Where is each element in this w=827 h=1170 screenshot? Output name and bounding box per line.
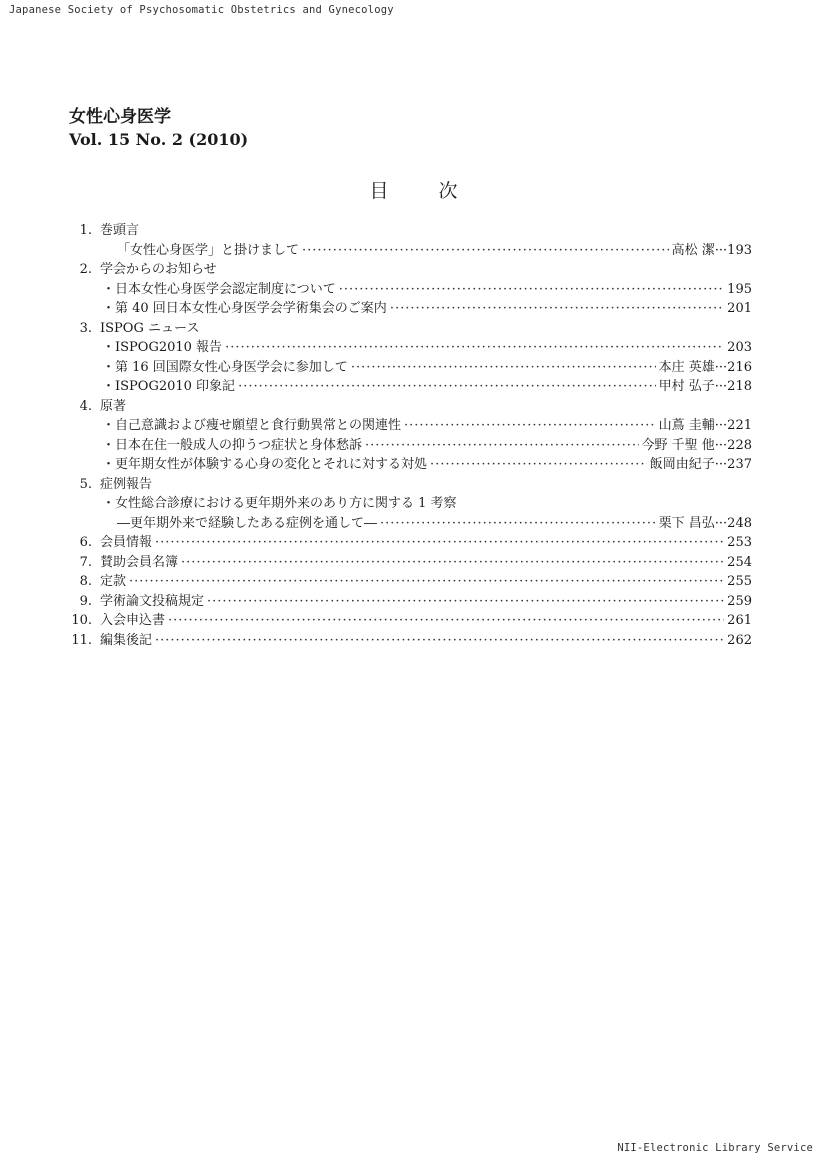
leader-dots [129,572,724,592]
toc-entry-title: 原著 [100,398,127,414]
toc-entry-title: ・更年期女性が体験する心身の変化とそれに対する対処 [102,457,428,472]
toc-entry[interactable] [62,377,752,397]
toc-entry-page: 203 [727,340,752,355]
leader-dots: ··· [714,242,728,258]
leader-dots [339,280,724,300]
toc-entry-title: 入会申込書 [100,613,166,628]
leader-dots [302,241,669,261]
toc-entry-title: 巻頭言 [100,223,140,238]
toc-entry-author: 甲村 弘子 [658,379,715,394]
leader-dots [155,631,724,651]
toc-entry[interactable] [62,397,752,417]
toc-entry-number: 9. [79,593,92,609]
toc-entry[interactable] [62,241,752,261]
leader-dots [380,514,656,534]
toc-entry-page: 255 [727,574,752,589]
toc-entry[interactable] [62,319,752,339]
toc-entry-title: 学術論文投稿規定 [100,593,205,609]
toc-entry-page: 221 [727,418,752,433]
toc-entry-page: 218 [727,379,752,394]
toc-entry-title: 「女性心身医学」と掛けまして [117,242,300,258]
toc-entry-number: 6. [79,535,92,550]
toc-entry[interactable] [62,299,752,319]
toc-entry-page: 261 [727,613,752,628]
toc-entry-title: 症例報告 [100,476,153,492]
toc-entry-page: 195 [727,281,752,297]
toc-entry-page: 262 [727,632,752,648]
toc-entry-title: ・日本女性心身医学会認定制度について [102,281,336,297]
toc-entry-page: 228 [727,437,752,453]
toc-entry[interactable] [62,572,752,592]
leader-dots [390,299,724,319]
toc-entry-number: 5. [79,476,92,492]
contents-heading: 目 次 [369,180,458,202]
toc-entry-page: 259 [727,593,752,609]
toc-entry-number: 10. [71,613,92,628]
toc-entry[interactable] [62,260,752,280]
toc-entry[interactable] [62,533,752,553]
leader-dots [168,611,724,631]
toc-entry-title: 編集後記 [100,632,153,648]
toc-entry-number: 4. [79,398,92,414]
toc-entry[interactable] [62,553,752,573]
leader-dots: ··· [714,437,728,453]
leader-dots [365,436,638,456]
toc-entry-page: 237 [727,457,752,472]
toc-entry-title: 会員情報 [100,535,153,550]
toc-entry-author: 栗下 昌弘 [658,515,715,531]
toc-entry-number: 2. [79,262,92,277]
toc-entry[interactable] [62,631,752,651]
toc-entry[interactable] [62,221,752,241]
toc-entry[interactable] [62,280,752,300]
toc-entry-title: 賛助会員名簿 [100,554,179,570]
toc-entry-author: 高松 潔 [671,242,715,258]
toc-entry-title: ・第 16 回国際女性心身医学会に参加して [102,359,348,375]
toc-entry-number: 7. [79,554,92,570]
toc-entry-author: 本庄 英雄 [658,359,715,375]
toc-entry-page: 193 [727,242,752,258]
toc-entry[interactable] [62,416,752,436]
toc-entry[interactable] [62,611,752,631]
footer-service: NII-Electronic Library Service [617,1142,813,1154]
toc-entry-author: 山蔦 圭輔 [658,418,715,433]
leader-dots: ··· [714,418,728,433]
toc-entry-title: ・第 40 回日本女性心身医学会学術集会のご案内 [102,301,387,316]
leader-dots: ··· [714,379,728,394]
table-of-contents [62,221,752,650]
toc-entry-page: 254 [727,554,752,570]
toc-entry[interactable] [62,338,752,358]
toc-entry-number: 1. [79,223,92,238]
toc-entry-number: 8. [79,574,92,589]
toc-entry-title: ・自己意識および痩せ願望と食行動異常との関連性 [102,418,402,433]
toc-entry-number: 11. [71,632,92,648]
toc-entry[interactable] [62,592,752,612]
toc-entry-page: 253 [727,535,752,550]
volume-issue: Vol. 15 No. 2 (2010) [69,130,249,149]
leader-dots [430,455,647,475]
leader-dots [155,533,724,553]
toc-entry-author: 今野 千聖 他 [641,437,715,453]
toc-entry-number: 3. [79,320,92,336]
toc-entry-title: ・ISPOG2010 報告 [102,340,223,355]
toc-entry-title: ・日本在住一般成人の抑うつ症状と身体愁訴 [102,437,363,453]
leader-dots [181,553,724,573]
leader-dots [238,377,656,397]
toc-entry-title: ―更年期外来で経験したある症例を通して― [117,515,378,531]
running-header: Japanese Society of Psychosomatic Obstetrics and Gynecology [9,4,394,16]
toc-entry[interactable] [62,436,752,456]
toc-entry[interactable] [62,358,752,378]
toc-entry[interactable] [62,494,752,514]
toc-entry-title: 学会からのお知らせ [100,262,217,277]
toc-entry-page: 248 [727,515,752,531]
toc-entry[interactable] [62,475,752,495]
journal-title: 女性心身医学 [69,107,171,127]
leader-dots [351,358,656,378]
leader-dots: ··· [714,359,728,375]
toc-entry-title: ・女性総合診療における更年期外来のあり方に関する 1 考察 [102,496,457,511]
toc-entry-page: 216 [727,359,752,375]
leader-dots [225,338,724,358]
leader-dots: ··· [714,457,728,472]
toc-entry-author: 飯岡由紀子 [649,457,715,472]
toc-entry[interactable] [62,455,752,475]
toc-entry[interactable] [62,514,752,534]
toc-entry-page: 201 [727,301,752,316]
toc-entry-title: ISPOG ニュース [100,320,200,336]
leader-dots [404,416,656,436]
leader-dots: ··· [714,515,728,531]
leader-dots [207,592,724,612]
toc-entry-title: 定款 [100,574,127,589]
toc-entry-title: ・ISPOG2010 印象記 [102,379,236,394]
